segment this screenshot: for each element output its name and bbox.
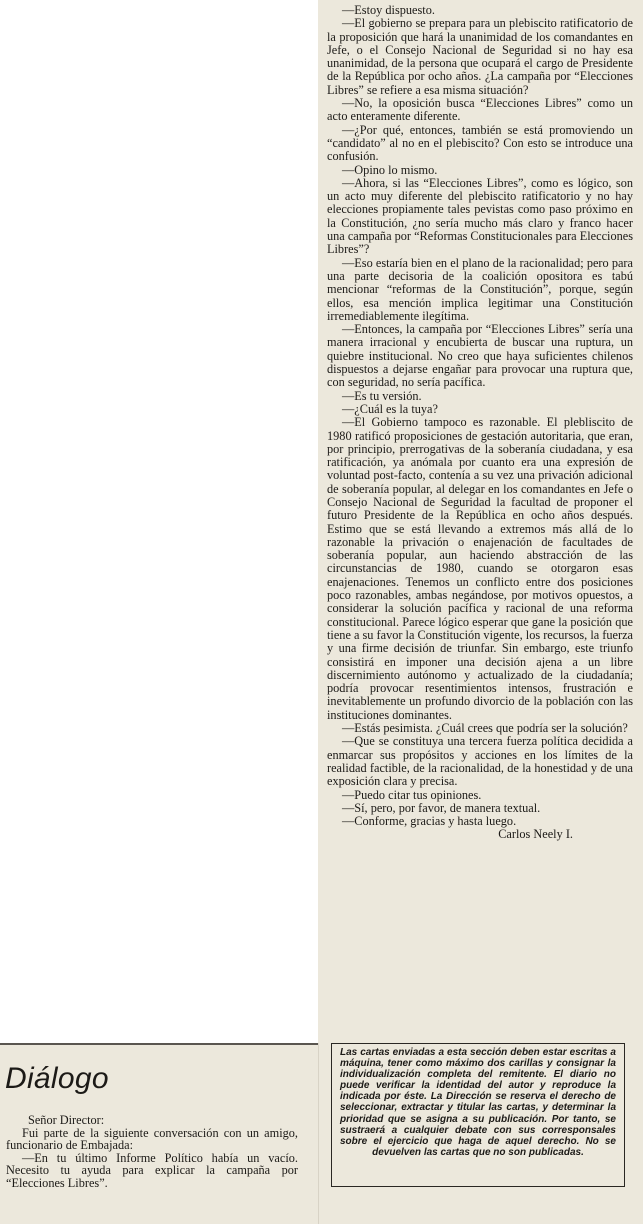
article-paragraph: —Estás pesimista. ¿Cuál crees que podría ser la solución? bbox=[342, 721, 628, 736]
article-paragraph: —Que se constituya una tercera fuerza política decidida a enmarcar sus propósitos y acciones en los límites de la realidad factible, de la racionalidad, de la honestidad y de una exposición clara y precisa. bbox=[327, 734, 633, 789]
dialogo-letter-intro bbox=[6, 1114, 298, 1190]
editorial-notice-box bbox=[331, 1043, 625, 1187]
letter-paragraph: —En tu último Informe Político había un vacío. Necesito tu ayuda para explicar la campaña por “Elecciones Libres”. bbox=[6, 1150, 298, 1190]
article-paragraph: —Ahora, si las “Elecciones Libres”, como es lógico, son un acto muy diferente del plebiscito ratificatorio y no hay elecciones propiamente tales pevistas como paso próximo en la Constitución, ¿no sería mucho más claro y franco hacer una campaña por “Reformas Constitucionales para Elecciones Libres”? bbox=[327, 175, 633, 257]
article-paragraph: —¿Cuál es la tuya? bbox=[342, 401, 438, 416]
article-paragraph: —Sí, pero, por favor, de manera textual. bbox=[342, 800, 541, 815]
article-paragraph: —El Gobierno tampoco es razonable. El plebliscito de 1980 ratificó proposiciones de gestación autoritaria, que eran, por principio, prerrogativas de la soberanía ciudadana, y esa ratificación, ya anómala por cuanto era una expresión de voluntad post-facto, contenía a su vez una privación adicional de soberanía popular, al delegar en los comandantes en Jefe o Consejo Nacional de Seguridad la facultad de proponer el futuro Presidente de la República en ocho años después. Estimo que se está llevando a extremos más allá de lo razonable la privación o enajenación de facultades de soberanía popular, aun haciendo abstracción de las circunstancias de 1980, cuando se otorgaron esas enajenaciones. Tenemos un conflicto entre dos posiciones poco razonables, ambas negándose, por motivos opuestos, a considerar la solución pacífica y racional de una reforma constitucional. Parece lógico esperar que gane la posición que tiene a su favor la Constitución vigente, los recursos, la fuerza y una firme decisión de triunfar. Sin embargo, este triunfo consistirá en imponer una decisión ajena a un libre discernimiento autónomo y actualizado de la ciudadanía; podría provocar resentimientos intensos, frustración e inevitablemente un profundo divorcio de la población con las instituciones dominantes. bbox=[327, 415, 633, 722]
author-signature: Carlos Neely I. bbox=[498, 827, 573, 842]
interview-article bbox=[327, 4, 633, 842]
article-paragraph: —Opino lo mismo. bbox=[342, 162, 438, 177]
article-paragraph: —Eso estaría bien en el plano de la racionalidad; pero para una parte decisoria de la coalición opositora es tabú mencionar “reformas de la Constitución”, porque, según ellos, esa mención implica legitimar una Constitución irremediablemente ilegítima. bbox=[327, 255, 633, 323]
article-paragraph: —Estoy dispuesto. bbox=[342, 3, 435, 17]
section-title: Diálogo bbox=[5, 1062, 109, 1095]
letter-paragraph: Fui parte de la siguiente conversación con un amigo, funcionario de Embajada: bbox=[6, 1125, 298, 1153]
article-paragraph: —¿Por qué, entonces, también se está promoviendo un “candidato” al no en el plebiscito? Con esto se introduce una confusión. bbox=[327, 122, 633, 164]
letter-salutation: Señor Director: bbox=[28, 1113, 105, 1127]
article-paragraph: —Es tu versión. bbox=[342, 388, 422, 403]
article-paragraph: —Puedo citar tus opiniones. bbox=[342, 787, 482, 802]
section-rule bbox=[0, 1043, 318, 1045]
editorial-notice-text: Las cartas enviadas a esta sección deben estar escritas a máquina, tener como máximo dos carillas y consignar la individualización completa del remitente. El diario no puede verificar la identidad del autor y reproduce la indicada por éste. La Dirección se reserva el derecho de seleccionar, extractar y titular las cartas, y determinar la prioridad que se asigna a su publicación. Por tanto, se sustraerá a cualquier debate con sus corresponsales sobre el ejercicio que haga de aquel derecho. No se devuelven las cartas que no son publicadas. bbox=[340, 1047, 616, 1158]
column-divider bbox=[318, 1043, 319, 1224]
article-paragraph: —El gobierno se prepara para un plebiscito ratificatorio de la proposición que hará la unanimidad de los comandantes en Jefe, o el Consejo Nacional de Seguridad si no hay esa unanimidad, de la persona que ocupará el cargo de Presidente de la República por ocho años. ¿La campaña por “Elecciones Libres” se refiere a esa misma situación? bbox=[327, 16, 633, 97]
article-paragraph: —Entonces, la campaña por “Elecciones Libres” sería una manera irracional y encubierta de buscar una ruptura, un quiebre institucional. No creo que haya suficientes chilenos dispuestos a dejarse engañar para provocar una ruptura que, con seguridad, no sería pacífica. bbox=[327, 322, 633, 390]
article-paragraph: —Conforme, gracias y hasta luego. bbox=[342, 814, 517, 829]
article-paragraph: —No, la oposición busca “Elecciones Libres” como un acto enteramente diferente. bbox=[327, 96, 633, 124]
